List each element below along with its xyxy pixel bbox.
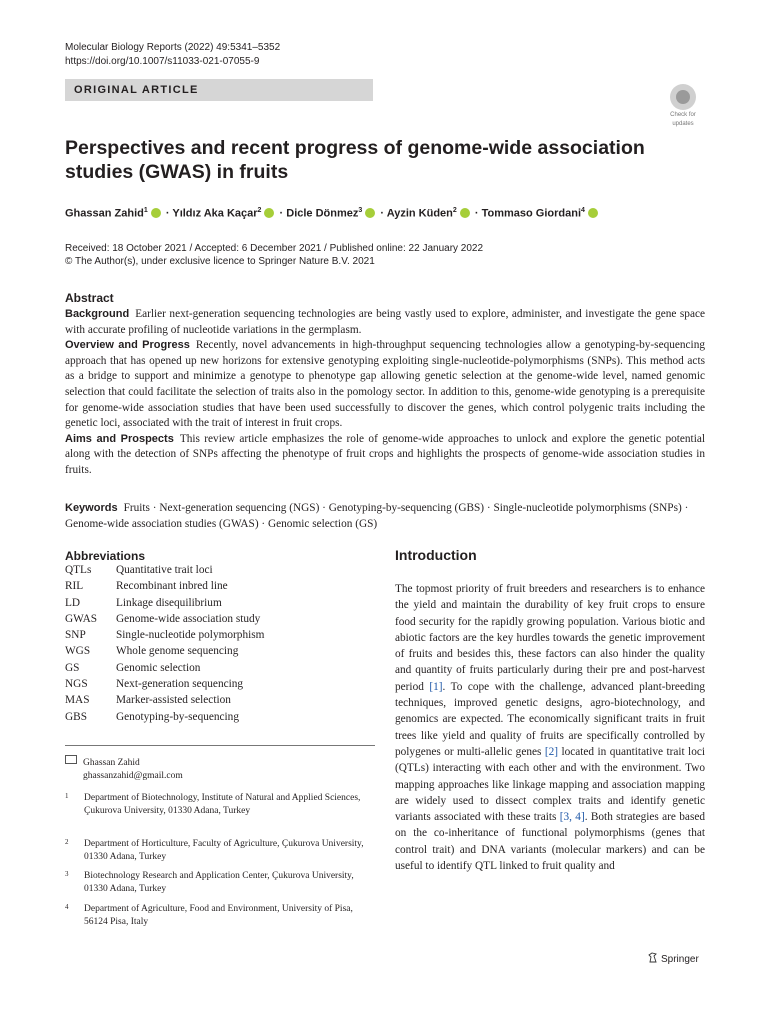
abbreviation-term: NGS: [65, 678, 88, 691]
keywords-label: Keywords: [65, 502, 118, 514]
abbreviation-term: GBS: [65, 710, 87, 723]
author-list: [65, 204, 705, 221]
abbreviation-definition: Quantitative trait loci: [116, 564, 213, 576]
orcid-icon[interactable]: [588, 208, 598, 218]
correspondence: [65, 755, 375, 783]
abbreviation-term: MAS: [65, 694, 90, 707]
copyright-line: © The Author(s), under exclusive licence to Springer Nature B.V. 2021: [65, 256, 375, 267]
abbreviation-row: [65, 580, 375, 596]
abbreviation-term: SNP: [65, 629, 86, 642]
abbreviations-heading: Abbreviations: [65, 549, 146, 563]
affiliation-number: 4: [65, 903, 69, 911]
abstract-section: [65, 307, 705, 338]
check-for-updates-badge[interactable]: [661, 84, 705, 127]
abbreviation-definition: Genotyping-by-sequencing: [116, 710, 239, 723]
abstract-section: [65, 432, 705, 479]
orcid-icon[interactable]: [460, 208, 470, 218]
abbreviation-row: [65, 678, 375, 694]
abbreviation-definition: Whole genome sequencing: [116, 645, 239, 658]
corresponding-author-email[interactable]: ghassanzahid@gmail.com: [83, 771, 183, 781]
footnote-divider: [65, 745, 375, 746]
author-affiliation-number: 2: [257, 207, 262, 214]
abbreviation-term: WGS: [65, 645, 91, 658]
abbreviation-row: [65, 629, 375, 645]
crossmark-icon: [670, 84, 696, 110]
abbreviations-table: [65, 564, 375, 727]
citation-link[interactable]: [3, 4]: [559, 811, 585, 824]
crossmark-label-1: Check for: [670, 112, 696, 118]
springer-horse-icon: [648, 952, 658, 963]
publisher-footer: [648, 952, 699, 965]
introduction-heading: Introduction: [395, 547, 477, 563]
publisher-name: Springer: [661, 954, 699, 965]
abbreviation-term: QTLs: [65, 564, 92, 576]
affiliation-text: Department of Agriculture, Food and Environment, University of Pisa, 56124 Pisa, Italy: [84, 904, 353, 927]
abbreviation-definition: Marker-assisted selection: [116, 694, 231, 707]
abbreviation-row: [65, 645, 375, 661]
author-affiliation-number: 3: [358, 207, 363, 214]
citation-link[interactable]: [2]: [544, 745, 559, 758]
doi-link[interactable]: https://doi.org/10.1007/s11033-021-07055-9: [65, 56, 260, 67]
author-affiliation-number: 4: [581, 207, 585, 214]
introduction-body: [395, 581, 705, 874]
affiliation-text: Department of Biotechnology, Institute of Natural and Applied Sciences, Çukurova University, 01330 Adana, Turkey: [84, 793, 361, 816]
author-separator: ·: [279, 207, 284, 220]
abbreviation-row: [65, 597, 375, 613]
author-separator: ·: [165, 207, 170, 220]
intro-text: The topmost priority of fruit breeders and researchers is to enhance the yield and maintain the durability of key fruit crops to ensure food security for the rapidly growing population. Various biotic and abiotic factors are the key hurdles towards the genetic improvement of fruits and besides this, these factors can also hinder the quality and quantity of fruits particularly during their pre and post-harvest period: [395, 583, 705, 693]
abbreviation-row: [65, 662, 375, 678]
keywords-text: Fruits · Next-generation sequencing (NGS) · Genotyping-by-sequencing (GBS) · Single-nucleotide polymorphisms (SNPs) · Genome-wide association studies (GWAS) · Genomic selection (GS): [65, 502, 689, 530]
abstract-heading: Abstract: [65, 291, 114, 305]
abstract-section-text: This review article emphasizes the role of genome-wide approaches to unlock and explore the genetic potential along with the detection of SNPs affecting the phenotype of fruit crops and highlights the prospects of genome-wide association studies in fruits.: [65, 432, 705, 476]
affiliation-number: 1: [65, 792, 69, 800]
publication-dates: [65, 242, 705, 268]
abbreviation-definition: Next-generation sequencing: [116, 678, 244, 691]
author-name[interactable]: Yıldız Aka Kaçar: [172, 207, 258, 220]
abbreviation-term: LD: [65, 596, 81, 609]
history-dates: Received: 18 October 2021 / Accepted: 6 December 2021 / Published online: 22 January 2022: [65, 243, 484, 254]
abbreviation-term: RIL: [65, 580, 84, 593]
author-separator: ·: [380, 207, 385, 220]
author-name[interactable]: Tommaso Giordani: [481, 207, 582, 220]
intro-text: located in quantitative trait loci (QTLs) interacting with each other and with the environment. Two mapping approaches like linkage mapping and association mapping are widely used to dissect complex traits and identify genetic variants associated with these traits: [395, 745, 705, 824]
abbreviation-row: [65, 694, 375, 710]
abstract-section-label: Overview and Progress: [65, 339, 190, 352]
abbreviation-row: [65, 613, 375, 629]
abbreviation-definition: Genome-wide association study: [116, 612, 261, 625]
author-name[interactable]: Dicle Dönmez: [286, 207, 359, 220]
intro-text: . Both strategies are based on the co-inheritance of functional polymorphisms (genes that control trait) and DNA variants (molecular markers) and can be useful to identify QTL linked to fruit quality and: [395, 811, 706, 873]
abstract-section-text: Recently, novel advancements in high-throughput sequencing technologies allow a genotyping-by-sequencing approach that has opened up new horizons for extensive genotyping exploiting single-nucleotide-polymorphisms (SNPs). This method acts as a bridge to support and minimize a genotype to phenotype gap allowing genetic selection at the genome-wide level, named genomic selection that could facilitate the selection of traits also in the pomology sector. In addition to this, genome-wide genotyping is a prerequisite for genome-wide association studies that have been used successfully to discover the genes, which control polygenic traits including the genetic loci, associated with the trait of interest in fruit crops.: [65, 339, 705, 430]
citation-link[interactable]: [1]: [429, 680, 443, 693]
abbreviation-definition: Single-nucleotide polymorphism: [116, 629, 265, 642]
crossmark-label-2: updates: [672, 121, 694, 127]
keywords: [65, 501, 705, 532]
author-affiliation-number: 2: [452, 207, 457, 214]
journal-reference: Molecular Biology Reports (2022) 49:5341–5352: [65, 42, 281, 53]
abbreviation-definition: Linkage disequilibrium: [116, 596, 222, 609]
article-title: Perspectives and recent progress of genome-wide association studies (GWAS) in fruits: [65, 137, 645, 183]
intro-text: . To cope with the challenge, advanced plant-breeding techniques, improved genetic designs, agro-biotechnology, and genomics are expected. The economically significant traits in fruit trees like yield and quality of fruits are specifically controlled by polygenes or multi-allelic genes: [395, 680, 705, 758]
corresponding-author-name: Ghassan Zahid: [83, 758, 140, 768]
author-name[interactable]: Ayzin Küden: [386, 207, 453, 220]
affiliation-number: 3: [65, 870, 69, 878]
affiliation-text: Biotechnology Research and Application Center, Çukurova University, 01330 Adana, Turkey: [84, 871, 354, 894]
author-separator: ·: [474, 207, 479, 220]
article-type-label: ORIGINAL ARTICLE: [74, 84, 199, 96]
abstract-body: [65, 307, 705, 479]
orcid-icon[interactable]: [264, 208, 274, 218]
abbreviation-term: GWAS: [65, 612, 98, 625]
abbreviation-definition: Recombinant inbred line: [116, 580, 228, 593]
author-affiliation-number: 1: [143, 207, 148, 214]
abstract-section-label: Aims and Prospects: [65, 432, 174, 445]
abbreviation-row: [65, 564, 375, 580]
abbreviation-row: [65, 711, 375, 727]
author-name[interactable]: Ghassan Zahid: [65, 207, 144, 220]
affiliation-text: Department of Horticulture, Faculty of Agriculture, Çukurova University, 01330 Adana, Turkey: [84, 839, 364, 862]
envelope-icon: [65, 755, 77, 764]
affiliation-number: 2: [65, 838, 69, 846]
orcid-icon[interactable]: [151, 208, 161, 218]
abstract-section: [65, 338, 705, 432]
abbreviation-term: GS: [65, 661, 80, 674]
journal-citation: [65, 41, 280, 69]
abstract-section-text: Earlier next-generation sequencing technologies are being vastly used to explore, administer, and investigate the gene space with accurate profiling of nucleotide variations in the germplasm.: [65, 308, 705, 336]
abbreviation-definition: Genomic selection: [116, 661, 201, 674]
abstract-section-label: Background: [65, 308, 130, 320]
article-type-banner: [65, 79, 373, 101]
orcid-icon[interactable]: [365, 208, 375, 218]
